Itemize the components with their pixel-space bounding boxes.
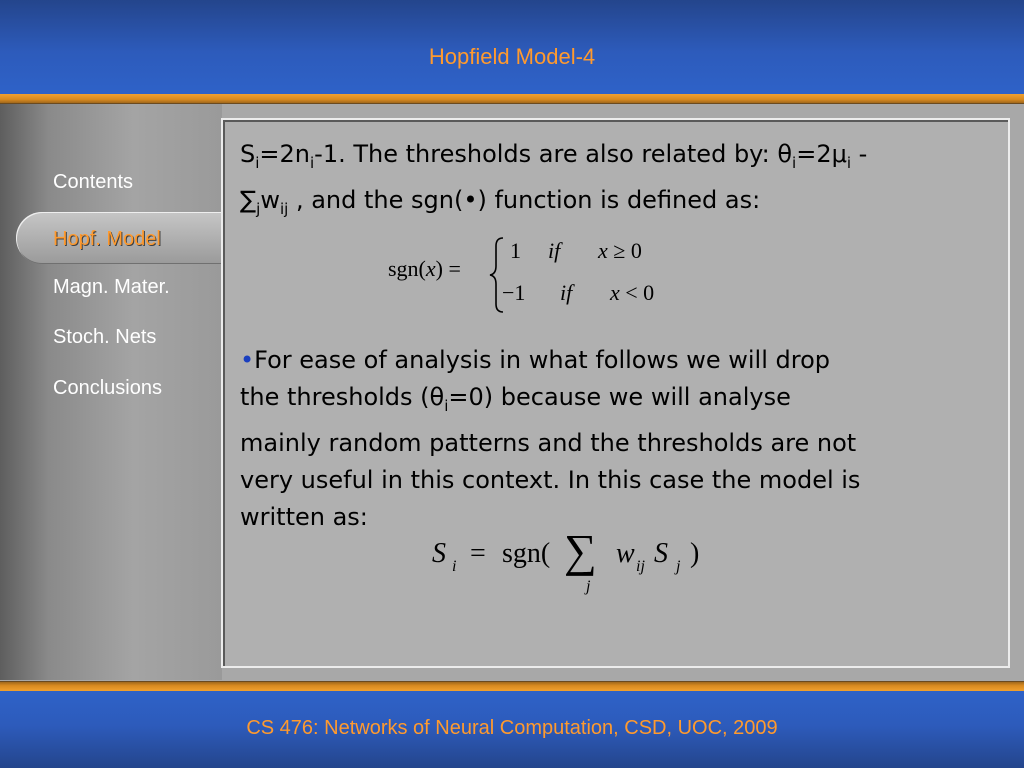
- slide-footer: [0, 691, 1024, 768]
- nav-item-conclusions[interactable]: Conclusions: [53, 377, 162, 399]
- nav-item-hopf-model-label: Hopf. Model: [53, 228, 161, 250]
- header-divider-bar: [0, 94, 1024, 104]
- sgn-definition-formula: sgn(x) = 1 if x ≥ 0 −1 if x < 0: [388, 234, 688, 314]
- nav-item-stoch-nets[interactable]: Stoch. Nets: [53, 326, 157, 348]
- nav-item-contents[interactable]: Contents: [53, 171, 134, 193]
- paragraph-thresholds: $S_i=2n_i-1$. The thresholds are also related by: $\theta_i=2\mu_i$ - $\sum_jw_{ij}$ , and the sgn(•) function is defined as:: [240, 140, 868, 218]
- nav-item-hopf-model[interactable]: [16, 212, 226, 264]
- slide-header: [0, 0, 1024, 94]
- footer-text: CS 476: Networks of Neural Computation, CSD, UOC, 2009: [246, 717, 778, 739]
- model-formula: S i = sgn( ∑ j w ij S j ): [432, 525, 700, 595]
- nav-item-magn-mater[interactable]: Magn. Mater.: [53, 276, 170, 298]
- slide-title: Hopfield Model-4: [428, 44, 596, 69]
- bullet-icon: •: [240, 346, 255, 374]
- paragraph-drop-thresholds: •For ease of analysis in what follows we will drop the thresholds $(\theta_i=0)$ because we will analyse mainly random patterns and the thresholds are not very useful in this context. In this case the model is written as:: [240, 346, 861, 531]
- footer-divider-bar: [0, 681, 1024, 691]
